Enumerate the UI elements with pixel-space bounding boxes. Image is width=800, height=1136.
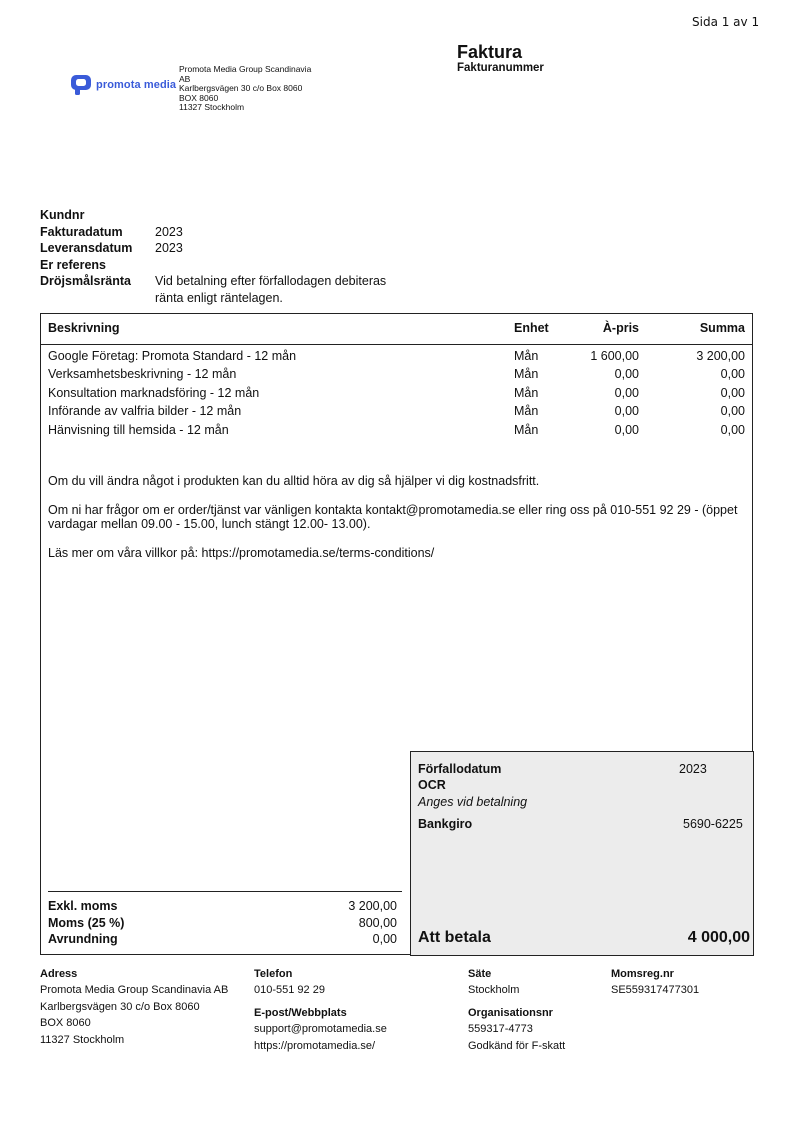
- promota-logo-icon: [70, 74, 92, 96]
- total-row-vat: [48, 915, 397, 932]
- ocr-note: Anges vid betalning: [418, 795, 528, 809]
- bankgiro-value: 5690-6225: [683, 817, 743, 831]
- seller-line: Karlbergsvägen 30 c/o Box 8060: [179, 83, 303, 94]
- seller-address: [179, 65, 311, 113]
- footer-label: Momsreg.nr: [611, 968, 674, 980]
- footer-label: Adress: [40, 968, 78, 980]
- row-unit: Mån: [514, 367, 539, 382]
- footer-line: Promota Media Group Scandinavia AB: [40, 984, 229, 997]
- row-price: 0,00: [614, 422, 639, 437]
- payment-box: [410, 751, 754, 956]
- invoice-number-label: Fakturanummer: [457, 62, 544, 74]
- meta-value: [155, 207, 400, 224]
- meta-row-late-interest-cont: [40, 290, 400, 307]
- row-description: Hänvisning till hemsida - 12 mån: [48, 422, 229, 437]
- footer-label: Telefon: [254, 968, 293, 980]
- meta-row-reference: [40, 257, 400, 274]
- footer-website: https://promotamedia.se/: [254, 1039, 376, 1052]
- bankgiro-label: Bankgiro: [418, 817, 473, 831]
- table-row: [40, 421, 753, 439]
- footer-label: Säte: [468, 968, 492, 980]
- totals-summary: [48, 898, 397, 948]
- footer-line: BOX 8060: [40, 1017, 91, 1030]
- totals-divider: [48, 891, 402, 892]
- due-date-label: Förfallodatum: [418, 762, 502, 776]
- meta-row-delivery-date: [40, 240, 400, 257]
- ocr-label: OCR: [418, 778, 446, 792]
- total-value: 800,00: [358, 915, 397, 930]
- header-price: À-pris: [602, 321, 639, 335]
- row-price: 0,00: [614, 367, 639, 382]
- footer-line: 11327 Stockholm: [40, 1033, 125, 1046]
- table-row: [40, 347, 753, 365]
- row-description: Införande av valfria bilder - 12 mån: [48, 404, 242, 419]
- note-change-product: Om du vill ändra något i produkten kan du alltid höra av dig så hjälper vi dig kostnadsfritt.: [48, 474, 540, 488]
- footer-web: [254, 1005, 387, 1054]
- footer-line: Karlbergsvägen 30 c/o Box 8060: [40, 1000, 200, 1013]
- row-unit: Mån: [514, 422, 539, 437]
- row-unit: Mån: [514, 349, 539, 363]
- meta-row-invoice-date: [40, 224, 400, 241]
- total-row-excl-vat: [48, 898, 397, 915]
- row-sum: 0,00: [720, 385, 745, 400]
- footer-line: 559317-4773: [468, 1023, 533, 1036]
- total-value: 3 200,00: [348, 899, 397, 913]
- invoice-notes: [48, 474, 748, 574]
- note-contact: Om ni har frågor om er order/tjänst var vänligen kontakta kontakt@promotamedia.se eller ring oss på 010-551 92 29 - (öppet vardagar mellan 09.00 - 15.00, lunch stängt 12.00- 13.00).: [48, 502, 738, 531]
- footer-org: [468, 1005, 565, 1054]
- table-header: [40, 313, 753, 345]
- footer-phone: [254, 966, 325, 999]
- footer-seat: [468, 966, 519, 999]
- company-logo: [70, 74, 176, 96]
- meta-value: 2023: [155, 224, 183, 239]
- footer-label: E-post/Webbplats: [254, 1007, 347, 1019]
- meta-value: ränta enligt räntelagen.: [155, 290, 283, 305]
- footer-label: Organisationsnr: [468, 1007, 553, 1019]
- row-description: Google Företag: Promota Standard - 12 mån: [48, 349, 297, 363]
- invoice-title: Faktura: [457, 42, 523, 62]
- header-sum: Summa: [699, 321, 745, 335]
- row-unit: Mån: [514, 404, 539, 419]
- table-body: [40, 347, 753, 439]
- seller-line: AB: [179, 73, 191, 84]
- meta-label: [40, 290, 155, 307]
- meta-label: Kundnr: [40, 208, 85, 222]
- row-sum: 3 200,00: [696, 349, 745, 363]
- meta-value: Vid betalning efter förfallodagen debiteras: [155, 274, 387, 289]
- total-label: Moms (25 %): [48, 915, 125, 930]
- total-row-rounding: [48, 931, 397, 948]
- amount-due-value: 4 000,00: [687, 929, 750, 946]
- table-row: [40, 365, 753, 383]
- row-unit: Mån: [514, 385, 539, 400]
- header-description: Beskrivning: [48, 321, 120, 335]
- meta-label: Er referens: [40, 257, 107, 272]
- note-terms: Läs mer om våra villkor på: https://promotamedia.se/terms-conditions/: [48, 545, 435, 560]
- total-label: Exkl. moms: [48, 899, 118, 913]
- table-row: [40, 384, 753, 402]
- row-sum: 0,00: [720, 367, 745, 382]
- row-price: 0,00: [614, 404, 639, 419]
- meta-value: [155, 257, 400, 274]
- seller-line: 11327 Stockholm: [179, 102, 245, 113]
- row-description: Konsultation marknadsföring - 12 mån: [48, 385, 260, 400]
- seller-line: BOX 8060: [179, 92, 219, 103]
- footer-vat: [611, 966, 699, 999]
- footer-line: Stockholm: [468, 984, 520, 997]
- footer-email: support@promotamedia.se: [254, 1023, 387, 1036]
- meta-label: Fakturadatum: [40, 224, 123, 239]
- row-description: Verksamhetsbeskrivning - 12 mån: [48, 367, 237, 382]
- total-label: Avrundning: [48, 932, 118, 947]
- meta-row-late-interest: [40, 273, 400, 290]
- logo-text: promota media: [96, 79, 177, 91]
- total-value: 0,00: [372, 932, 397, 947]
- page-number: Sida 1 av 1: [692, 15, 760, 29]
- table-row: [40, 402, 753, 420]
- row-sum: 0,00: [720, 404, 745, 419]
- footer-line: 010-551 92 29: [254, 984, 325, 997]
- invoice-meta: [40, 207, 400, 307]
- due-date-value: 2023: [679, 762, 707, 776]
- meta-label: Dröjsmålsränta: [40, 274, 132, 289]
- amount-due-label: Att betala: [418, 929, 491, 946]
- row-price: 0,00: [614, 385, 639, 400]
- footer-line: Godkänd för F-skatt: [468, 1039, 566, 1052]
- header-unit: Enhet: [514, 321, 549, 335]
- meta-row-customer-number: [40, 207, 400, 224]
- row-sum: 0,00: [720, 422, 745, 437]
- row-price: 1 600,00: [590, 349, 639, 363]
- footer-address: [40, 966, 228, 1048]
- seller-line: Promota Media Group Scandinavia: [179, 64, 312, 74]
- footer-line: SE559317477301: [611, 984, 700, 997]
- meta-label: Leveransdatum: [40, 241, 133, 256]
- meta-value: 2023: [155, 241, 183, 256]
